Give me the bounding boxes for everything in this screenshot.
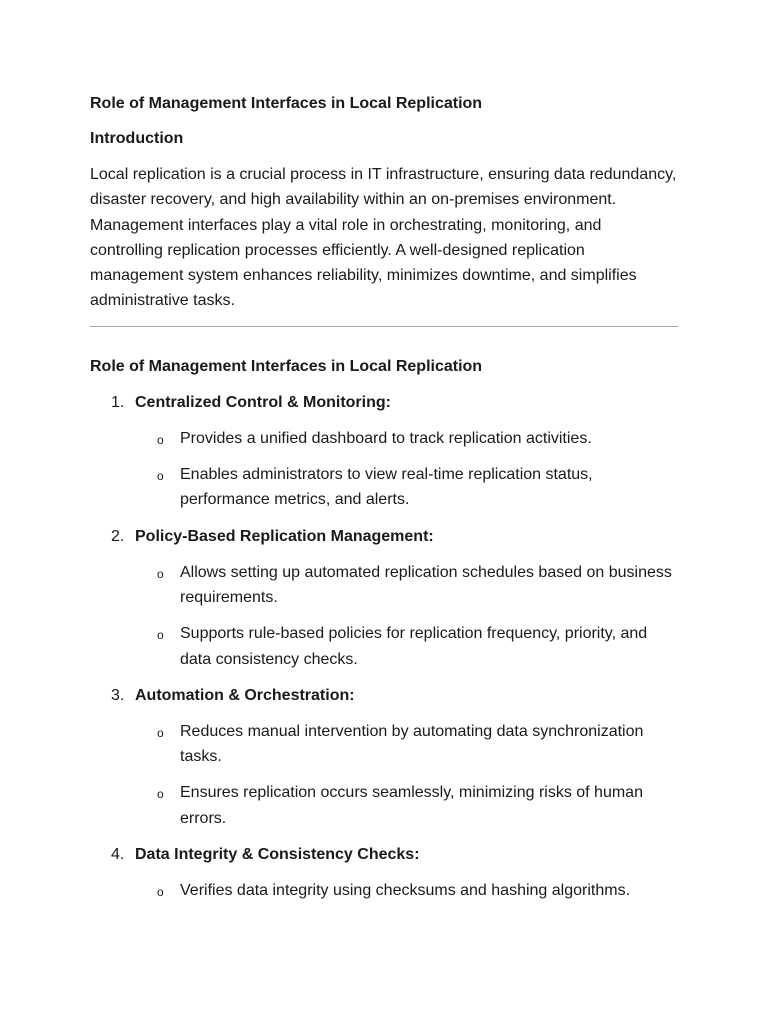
- sub-item-text: Allows setting up automated replication schedules based on business requirements.: [180, 563, 672, 606]
- sub-list: [135, 560, 678, 672]
- sub-list-item: [135, 621, 678, 672]
- document-page: [90, 92, 678, 914]
- circle-bullet-icon: o: [157, 787, 164, 802]
- numbered-list: [90, 390, 678, 904]
- sub-list: [135, 878, 678, 903]
- item-number: 1.: [111, 393, 125, 411]
- sub-item-text: Verifies data integrity using checksums and hashing algorithms.: [180, 882, 631, 900]
- sub-list-item: [135, 462, 678, 513]
- sub-list-item: [135, 719, 678, 770]
- item-title: Policy-Based Replication Management:: [135, 527, 434, 545]
- item-number: 3.: [111, 686, 125, 704]
- sub-list-item: [135, 560, 678, 611]
- sub-item-text: Ensures replication occurs seamlessly, minimizing risks of human errors.: [180, 784, 643, 827]
- circle-bullet-icon: o: [157, 885, 164, 900]
- circle-bullet-icon: o: [157, 566, 164, 581]
- list-item-4: [90, 842, 678, 903]
- sub-list-item: [135, 780, 678, 831]
- circle-bullet-icon: o: [157, 432, 164, 447]
- sub-list: [135, 719, 678, 831]
- item-number: 2.: [111, 527, 125, 545]
- list-item-2: [90, 524, 678, 672]
- sub-list-item: [135, 878, 678, 903]
- list-item-1: [90, 390, 678, 513]
- sub-item-text: Reduces manual intervention by automating data synchronization tasks.: [180, 722, 644, 766]
- item-number: 4.: [111, 846, 125, 864]
- sub-list-item: [135, 426, 678, 451]
- item-title: Data Integrity & Consistency Checks:: [135, 846, 420, 864]
- list-item-3: [90, 683, 678, 831]
- sub-item-text: Enables administrators to view real-time replication status, performance metrics, and alerts.: [180, 466, 593, 509]
- sub-item-text: Supports rule-based policies for replication frequency, priority, and data consistency checks.: [180, 625, 648, 668]
- item-title: Centralized Control & Monitoring:: [135, 393, 391, 411]
- section-divider: [90, 326, 678, 327]
- section-heading: Role of Management Interfaces in Local Replication: [90, 357, 483, 375]
- circle-bullet-icon: o: [157, 469, 164, 484]
- circle-bullet-icon: o: [157, 725, 164, 740]
- document-title: Role of Management Interfaces in Local Replication: [90, 95, 483, 112]
- circle-bullet-icon: o: [157, 628, 164, 643]
- item-title: Automation & Orchestration:: [135, 686, 355, 704]
- sub-item-text: Provides a unified dashboard to track replication activities.: [180, 429, 592, 447]
- intro-heading: Introduction: [90, 130, 184, 147]
- sub-list: [135, 426, 678, 513]
- intro-paragraph: Local replication is a crucial process in IT infrastructure, ensuring data redundancy, disaster recovery, and high availability within an on-premises environment. Management interfaces play a vital role in orchestrating, monitoring, and controlling replication processes efficiently. A well-designed replication management system enhances reliability, minimizes downtime, and simplifies administrative tasks.: [90, 166, 677, 310]
